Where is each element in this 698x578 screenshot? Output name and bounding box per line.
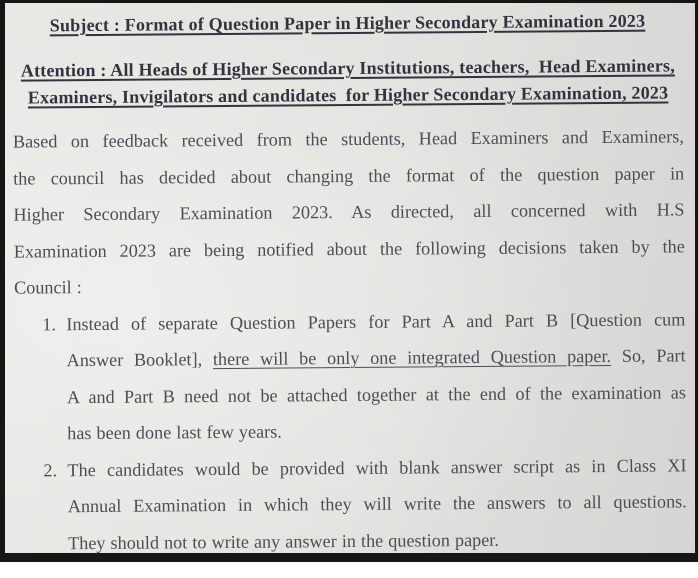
document-content	[5, 3, 695, 553]
list-item-1-line-1: Instead of separate Question Papers for Part A and Part B [Question cum	[66, 308, 686, 334]
list-item-2-text	[67, 447, 687, 553]
list-item-1-line-4: has been done last few years.	[67, 421, 282, 444]
subject-heading: Subject : Format of Question Paper in Higher Secondary Examination 2023	[49, 10, 646, 36]
list-item-2-line-1: The candidates would be provided with blank answer script as in Class XI	[67, 454, 687, 480]
paragraph-line-4: Examination 2023 are being notified about the following decisions taken by the	[13, 235, 685, 262]
decision-list	[14, 301, 687, 553]
list-item-1-line-2-underlined: there will be only one integrated Question paper.	[212, 345, 612, 370]
list-item-2-number: 2.	[43, 459, 58, 480]
attention-heading-line-2: Examiners, Invigilators and candidates for Higher Secondary Examination, 2023	[27, 82, 669, 108]
list-item-2-line-2: Annual Examination in which they will write the answers to all questions.	[67, 491, 687, 517]
list-item-1-text	[66, 301, 686, 452]
attention-heading	[12, 52, 683, 111]
intro-paragraph	[13, 118, 685, 306]
list-item-2	[15, 447, 687, 553]
list-item-1	[14, 301, 686, 452]
paragraph-line-5: Council :	[13, 277, 82, 298]
paragraph-line-3: Higher Secondary Examination 2023. As directed, all concerned with H.S	[13, 199, 685, 225]
list-item-1-line-2-pre: Answer Booklet],	[66, 349, 214, 371]
list-item-1-line-2-post: So, Part	[610, 345, 686, 366]
document-page	[5, 3, 695, 553]
paragraph-line-1: Based on feedback received from the students, Head Examiners and Examiners,	[12, 126, 684, 152]
list-item-1-line-3: A and Part B need not be attached together at the end of the examination as	[66, 381, 686, 407]
list-item-1-line-2	[66, 337, 685, 378]
attention-heading-line-1: Attention : All Heads of Higher Secondary Institutions, teachers, Head Examiners,	[20, 55, 675, 81]
list-item-2-line-3: They should not to write any answer in the question paper.	[67, 529, 499, 553]
list-item-1-number: 1.	[42, 313, 57, 334]
paragraph-line-2: the council has decided about changing the format of the question paper in	[13, 162, 685, 189]
